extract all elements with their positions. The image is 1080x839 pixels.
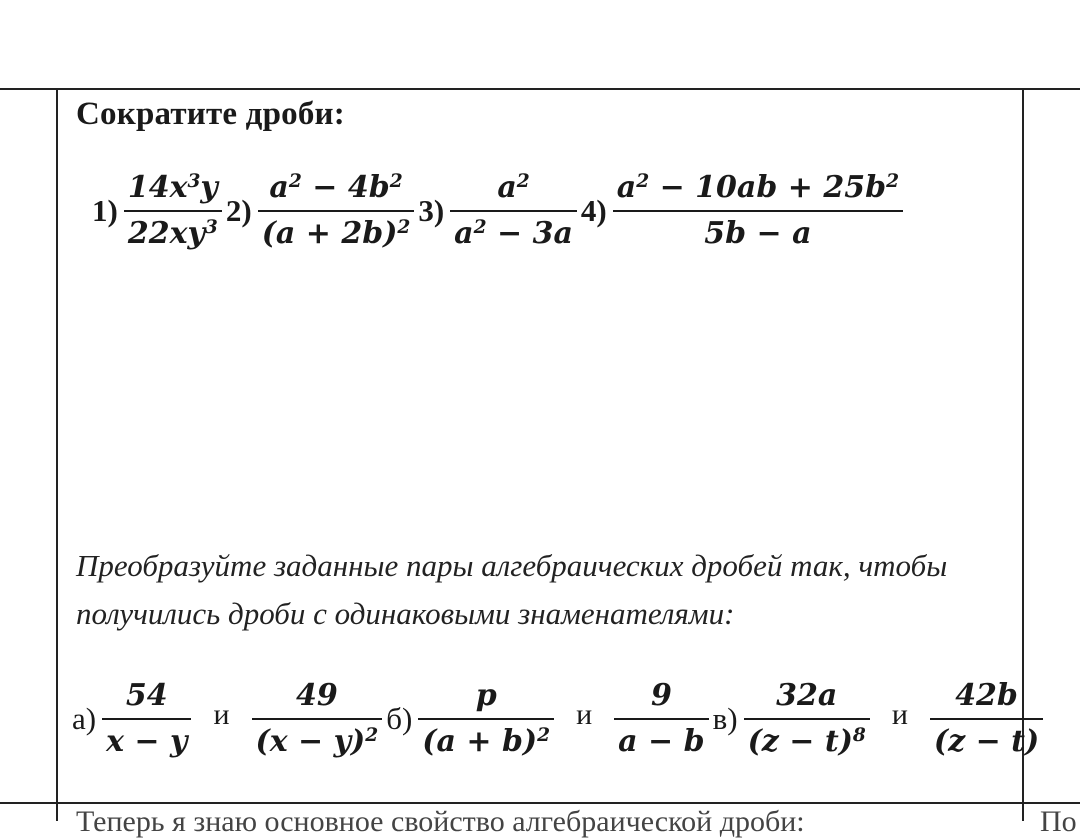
task2-item-label: б) xyxy=(386,700,413,736)
fraction-denominator: (z − t) xyxy=(933,724,1040,759)
fraction-numerator: $a^2 - 4b^2$ xyxy=(269,170,403,205)
task2-instruction: Преобразуйте заданные пары алгебраических дробей так, чтобы получились дроби с одинаковыми знаменателями: xyxy=(76,548,948,631)
task1-title: Сократите дроби: xyxy=(76,96,345,132)
task2-item-label: а) xyxy=(72,700,97,736)
fraction-numerator: 32a xyxy=(776,678,838,713)
task1-item-label: 3) xyxy=(418,192,445,228)
task1-item-label: 4) xyxy=(580,192,607,228)
fraction-denominator: $(a + b)^2$ xyxy=(422,724,551,759)
fraction-denominator: $(a + 2b)^2$ xyxy=(261,216,411,251)
fraction-numerator: p xyxy=(475,678,497,713)
task2-fraction-2-2 xyxy=(614,680,708,758)
task2-fraction-1-1 xyxy=(102,680,191,758)
task2-fractions-row xyxy=(72,680,1047,758)
task2-fraction-1-2 xyxy=(252,680,383,758)
fraction-denominator: $22xy^3$ xyxy=(127,216,218,251)
task1-item-label: 2) xyxy=(225,192,252,228)
fraction-denominator: x − y xyxy=(106,724,188,759)
fraction-numerator: $a^2 - 10ab + 25b^2$ xyxy=(616,170,900,205)
fraction-denominator: $a^2 - 3a$ xyxy=(454,216,573,251)
fraction-denominator: $(x - y)^2$ xyxy=(255,724,379,759)
fraction-denominator: $(z - t)^8$ xyxy=(747,724,866,759)
fraction-denominator: 5b − a xyxy=(704,216,812,251)
task2-fraction-2-1 xyxy=(418,680,554,758)
table-row-border xyxy=(0,802,1080,804)
conjunction-and: и xyxy=(891,697,908,731)
next-row-right-text: По xyxy=(1040,805,1077,838)
task1-fractions-row xyxy=(92,172,907,250)
fraction-numerator: $a^2$ xyxy=(497,170,530,205)
task-cell xyxy=(58,90,1040,802)
next-row-text: Теперь я знаю основное свойство алгебраической дроби: xyxy=(76,805,805,838)
task1-fraction-3 xyxy=(450,172,577,250)
task2-item-label: в) xyxy=(712,700,738,736)
task1-fraction-1 xyxy=(124,172,222,250)
fraction-numerator: 9 xyxy=(650,678,672,713)
task1-fraction-4 xyxy=(613,172,903,250)
fraction-numerator: 54 xyxy=(125,678,168,713)
fraction-numerator: 49 xyxy=(295,678,338,713)
conjunction-and: и xyxy=(576,697,593,731)
fraction-numerator: 42b xyxy=(955,678,1018,713)
conjunction-and: и xyxy=(213,697,230,731)
fraction-denominator: a − b xyxy=(618,724,705,759)
task1-item-label: 1) xyxy=(92,192,118,228)
task2-fraction-3-1 xyxy=(744,680,870,758)
fraction-numerator: $14x^3y$ xyxy=(127,170,218,205)
task2-fraction-3-2 xyxy=(930,680,1043,758)
task1-fraction-2 xyxy=(258,172,415,250)
